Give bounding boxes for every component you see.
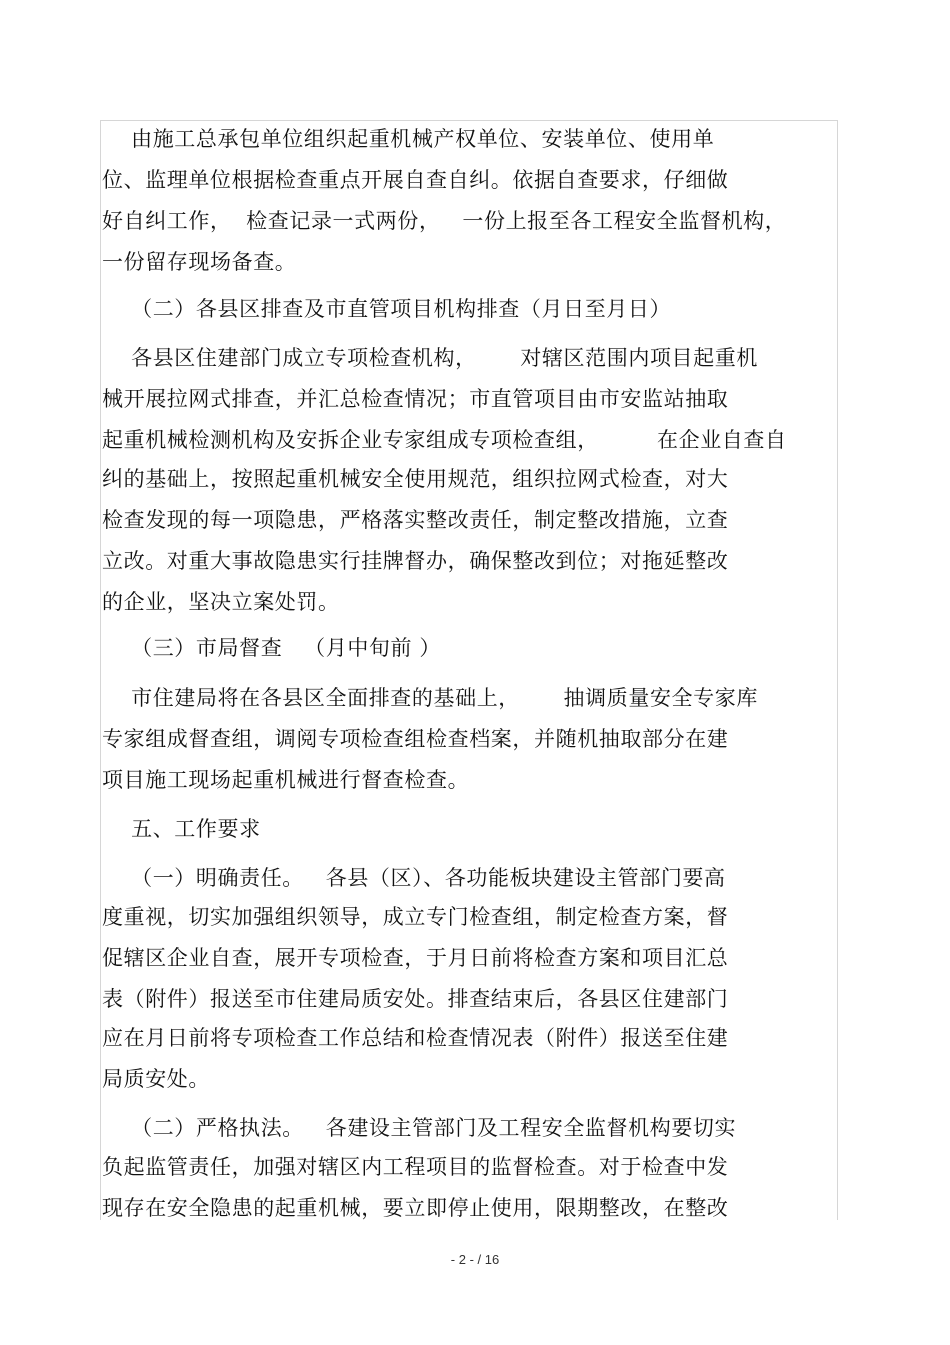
text-line-18: （一）明确责任。 各县（区）、各功能板块建设主管部门要高 [102,866,726,890]
text-line-6: 各县区住建部门成立专项检查机构， 对辖区范围内项目起重机 [102,346,758,370]
text-line-10: 检查发现的每一项隐患，严格落实整改责任，制定整改措施，立查 [102,508,729,532]
text-line-22: 应在月日前将专项检查工作总结和检查情况表（附件）报送至住建 [102,1026,729,1050]
text-line-16: 项目施工现场起重机械进行督查检查。 [102,768,470,792]
text-line-12: 的企业，坚决立案处罚。 [102,590,340,614]
text-line-4: 一份留存现场备查。 [102,250,297,274]
text-line-3: 好自纠工作， 检查记录一式两份， 一份上报至各工程安全监督机构， [102,209,787,233]
text-line-7: 械开展拉网式排查，并汇总检查情况；市直管项目由市安监站抽取 [102,387,729,411]
section-heading-5: 五、工作要求 [102,817,261,841]
text-line-8: 起重机械检测机构及安拆企业专家组成专项检查组， 在企业自查自 [102,428,787,452]
section-heading-3: （三）市局督查 （月中旬前 ） [102,636,442,660]
text-line-23: 局质安处。 [102,1067,210,1091]
text-line-1: 由施工总承包单位组织起重机械产权单位、安装单位、使用单 [102,127,715,151]
text-line-15: 专家组成督查组，调阅专项检查组检查档案，并随机抽取部分在建 [102,727,729,751]
text-line-9: 纠的基础上，按照起重机械安全使用规范，组织拉网式检查，对大 [102,467,729,491]
text-line-26: 现存在安全隐患的起重机械，要立即停止使用，限期整改，在整改 [102,1196,729,1220]
text-line-2: 位、监理单位根据检查重点开展自查自纠。依据自查要求，仔细做 [102,168,729,192]
page-number: - 2 - / 16 [450,1252,500,1267]
text-line-24: （二）严格执法。 各建设主管部门及工程安全监督机构要切实 [102,1116,737,1140]
text-line-25: 负起监管责任，加强对辖区内工程项目的监督检查。对于检查中发 [102,1155,729,1179]
text-line-20: 促辖区企业自查，展开专项检查，于月日前将检查方案和项目汇总 [102,946,729,970]
page-frame [100,120,838,1220]
text-line-11: 立改。对重大事故隐患实行挂牌督办，确保整改到位；对拖延整改 [102,549,729,573]
text-line-14: 市住建局将在各县区全面排查的基础上， 抽调质量安全专家库 [102,686,758,710]
section-heading-2: （二）各县区排查及市直管项目机构排查（月日至月日） [102,297,672,321]
text-line-19: 度重视，切实加强组织领导，成立专门检查组，制定检查方案，督 [102,905,729,929]
text-line-21: 表（附件）报送至市住建局质安处。排查结束后，各县区住建部门 [102,987,729,1011]
